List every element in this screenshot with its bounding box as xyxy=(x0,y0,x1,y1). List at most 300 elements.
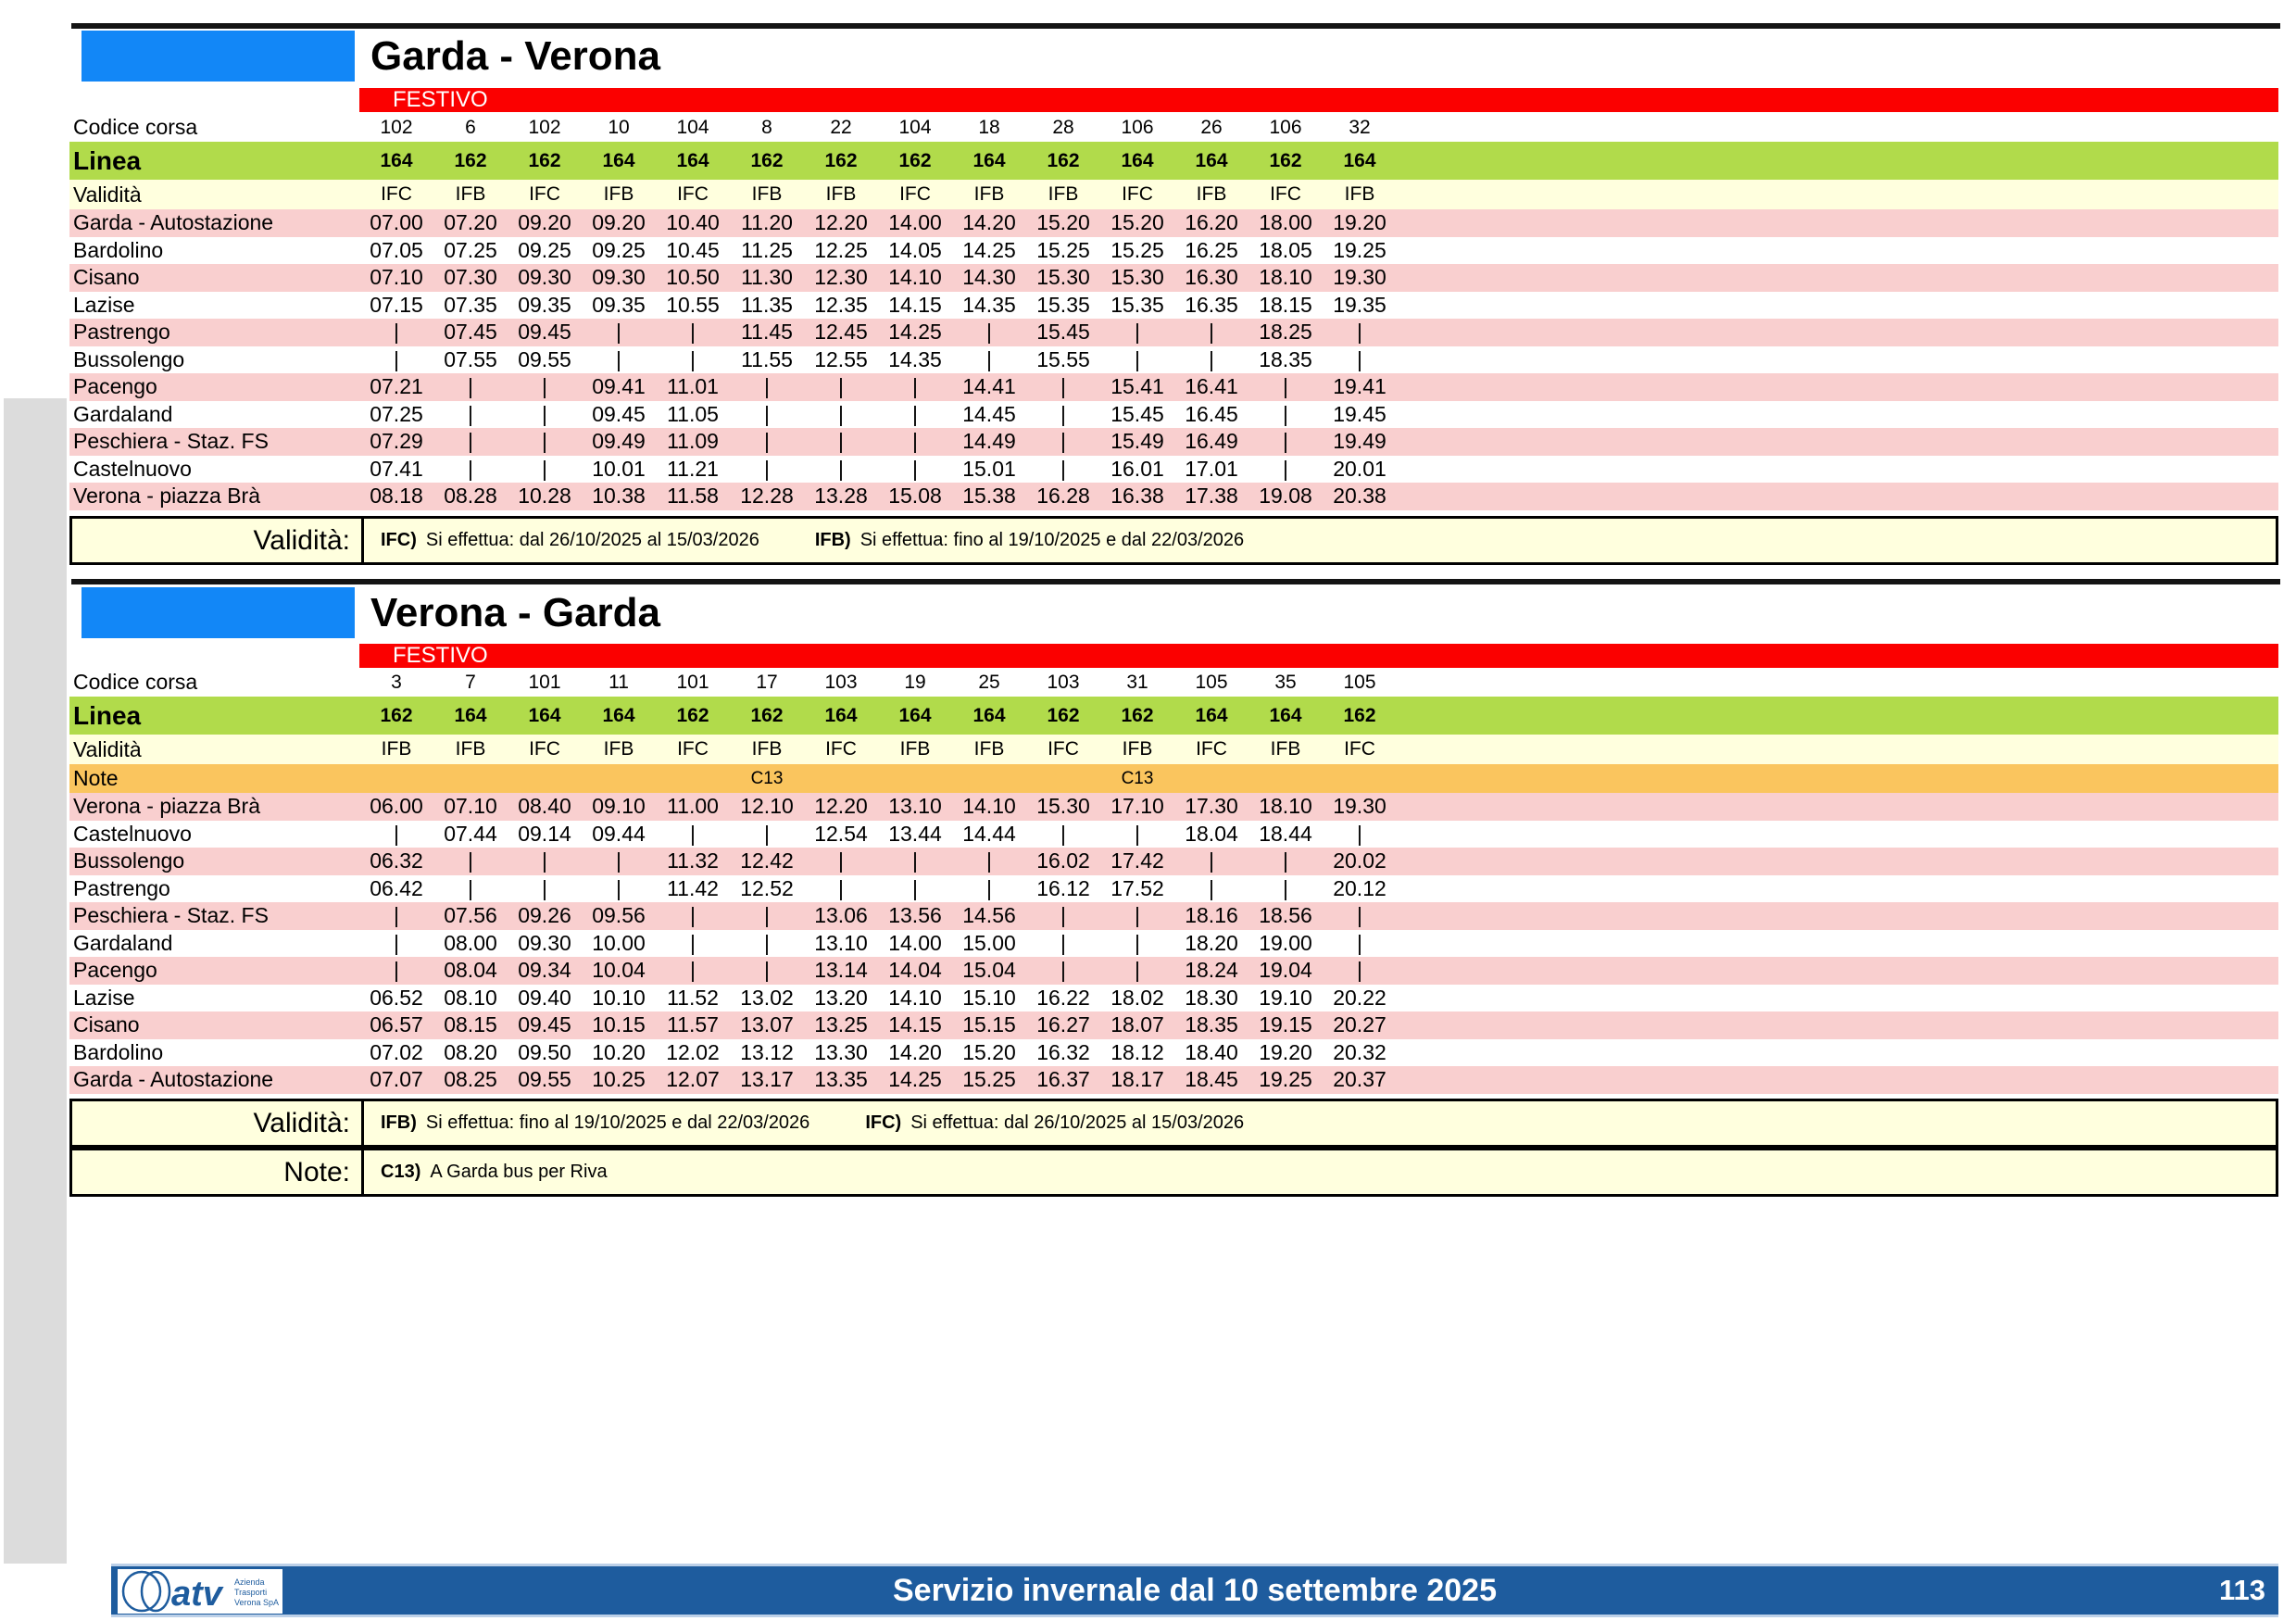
validita-cell: IFB xyxy=(899,738,931,760)
linea-cell: 164 xyxy=(1121,149,1154,171)
time-cell: 18.24 xyxy=(1185,958,1238,983)
validita-cell: IFB xyxy=(381,738,412,760)
linea-cell: 162 xyxy=(1047,149,1080,171)
linea-cell: 164 xyxy=(454,704,487,726)
atv-logo-subtext: Verona SpA xyxy=(234,1598,280,1607)
validita-cell: IFB xyxy=(1344,183,1375,205)
time-cell: 10.15 xyxy=(592,1012,646,1037)
time-cell: | xyxy=(764,456,770,481)
stop-name: Pacengo xyxy=(73,958,157,983)
time-cell: 17.01 xyxy=(1185,456,1238,481)
time-cell: 10.28 xyxy=(518,484,571,509)
stop-name: Lazise xyxy=(73,985,135,1010)
time-cell: 12.02 xyxy=(666,1039,720,1064)
codice-corsa-cell: 11 xyxy=(609,671,629,693)
codice-corsa-cell: 103 xyxy=(824,671,858,693)
time-cell: 13.25 xyxy=(814,1012,868,1037)
time-cell: 14.25 xyxy=(888,1067,942,1092)
table-0-stop-row xyxy=(69,456,2278,484)
time-cell: 18.35 xyxy=(1185,1012,1238,1037)
time-cell: 14.10 xyxy=(888,985,942,1010)
time-cell: 10.25 xyxy=(592,1067,646,1092)
time-cell: | xyxy=(1357,821,1362,846)
page-margin-strip xyxy=(4,398,67,1564)
codice-corsa-cell: 105 xyxy=(1343,671,1376,693)
note-cell xyxy=(1026,764,1100,793)
time-cell: 10.00 xyxy=(592,930,646,955)
time-cell: 15.25 xyxy=(1036,237,1090,262)
time-cell: | xyxy=(1357,320,1362,345)
time-cell: | xyxy=(1283,875,1288,900)
time-cell: 13.10 xyxy=(814,930,868,955)
time-cell: 09.35 xyxy=(518,292,571,317)
linea-cell: 164 xyxy=(380,149,413,171)
time-cell: 10.55 xyxy=(666,292,720,317)
validita-cell: IFB xyxy=(455,183,486,205)
linea-cell: 162 xyxy=(1047,704,1080,726)
time-cell: 09.40 xyxy=(518,985,571,1010)
info-entry xyxy=(381,1162,608,1183)
validita-cell: IFC xyxy=(529,738,560,760)
time-cell: 11.45 xyxy=(741,320,793,345)
time-cell: 07.55 xyxy=(444,346,497,371)
info-box-entries xyxy=(364,1101,2276,1145)
stop-name: Bardolino xyxy=(73,237,164,262)
time-cell: | xyxy=(912,401,918,426)
linea-cell: 162 xyxy=(676,704,709,726)
validita-cell: IFB xyxy=(603,183,634,205)
time-cell: 14.00 xyxy=(888,930,942,955)
time-cell: | xyxy=(1209,346,1214,371)
info-box-entries xyxy=(364,519,2276,562)
time-cell: 09.30 xyxy=(592,265,646,290)
table-0-info-box xyxy=(69,516,2278,565)
stop-name: Cisano xyxy=(73,265,140,290)
time-cell: 06.00 xyxy=(370,794,423,819)
validita-cell: IFB xyxy=(1048,183,1079,205)
linea-cell: 164 xyxy=(1343,149,1376,171)
stop-name: Peschiera - Staz. FS xyxy=(73,429,269,454)
time-cell: 18.56 xyxy=(1259,903,1312,928)
time-cell: 09.45 xyxy=(518,1012,571,1037)
time-cell: | xyxy=(1357,930,1362,955)
time-cell: 11.30 xyxy=(741,265,793,290)
codice-corsa-cell: 18 xyxy=(978,116,1000,138)
time-cell: 13.17 xyxy=(740,1067,794,1092)
time-cell: 16.25 xyxy=(1185,237,1238,262)
time-cell: 15.25 xyxy=(962,1067,1016,1092)
time-cell: 15.55 xyxy=(1036,346,1090,371)
time-cell: 16.01 xyxy=(1110,456,1164,481)
time-cell: 11.52 xyxy=(667,985,719,1010)
time-cell: 14.00 xyxy=(888,210,942,235)
table-0-stop-row xyxy=(69,428,2278,456)
info-entry-code: IFB) xyxy=(814,530,851,550)
time-cell: | xyxy=(468,374,473,399)
time-cell: 19.45 xyxy=(1333,401,1386,426)
table-1-stop-row xyxy=(69,1012,2278,1039)
time-cell: 10.04 xyxy=(592,958,646,983)
time-cell: | xyxy=(616,346,621,371)
table-1-stop-row xyxy=(69,957,2278,985)
time-cell: 18.10 xyxy=(1259,794,1312,819)
time-cell: | xyxy=(616,848,621,873)
stop-name: Bussolengo xyxy=(73,848,185,873)
linea-cell: 162 xyxy=(528,149,561,171)
time-cell: 20.22 xyxy=(1333,985,1386,1010)
table-1-title: Verona - Garda xyxy=(370,589,661,635)
time-cell: 09.49 xyxy=(592,429,646,454)
time-cell: 06.57 xyxy=(370,1012,423,1037)
table-0-stop-row xyxy=(69,319,2278,346)
validita-cell: IFC xyxy=(899,183,931,205)
validita-cell: IFC xyxy=(1344,738,1375,760)
time-cell: 07.10 xyxy=(444,794,497,819)
time-cell: 13.30 xyxy=(814,1039,868,1064)
time-cell: 10.20 xyxy=(592,1039,646,1064)
time-cell: 15.08 xyxy=(888,484,942,509)
atv-logo-text: atv xyxy=(171,1575,222,1614)
note-label: Note xyxy=(73,766,119,790)
time-cell: | xyxy=(1060,429,1066,454)
time-cell: 18.30 xyxy=(1185,985,1238,1010)
time-cell: | xyxy=(690,346,696,371)
stop-name: Garda - Autostazione xyxy=(73,1067,274,1092)
linea-cell: 164 xyxy=(1269,704,1302,726)
time-cell: 09.56 xyxy=(592,903,646,928)
time-cell: 20.37 xyxy=(1333,1067,1386,1092)
validita-cell: IFB xyxy=(1122,738,1153,760)
time-cell: 16.41 xyxy=(1185,374,1238,399)
time-cell: | xyxy=(394,346,399,371)
time-cell: 13.56 xyxy=(888,903,942,928)
time-cell: 15.01 xyxy=(962,456,1016,481)
time-cell: | xyxy=(838,875,844,900)
time-cell: 12.42 xyxy=(740,848,794,873)
time-cell: 15.30 xyxy=(1036,794,1090,819)
note-cell xyxy=(878,764,952,793)
table-0-stop-row xyxy=(69,292,2278,320)
codice-corsa-cell: 106 xyxy=(1121,116,1154,138)
time-cell: 08.28 xyxy=(444,484,497,509)
time-cell: 20.02 xyxy=(1333,848,1386,873)
time-cell: 19.15 xyxy=(1259,1012,1312,1037)
time-cell: 19.10 xyxy=(1259,985,1312,1010)
time-cell: | xyxy=(1135,903,1140,928)
table-1-validita-row xyxy=(69,735,2278,764)
note-cell xyxy=(582,764,656,793)
time-cell: 15.30 xyxy=(1110,265,1164,290)
time-cell: | xyxy=(1060,401,1066,426)
time-cell: 07.00 xyxy=(370,210,423,235)
table-1-festivo-banner: FESTIVO xyxy=(359,644,2278,668)
time-cell: 14.04 xyxy=(888,958,942,983)
stop-name: Lazise xyxy=(73,292,135,317)
time-cell: 09.55 xyxy=(518,1067,571,1092)
time-cell: 13.28 xyxy=(814,484,868,509)
time-cell: | xyxy=(542,374,547,399)
time-cell: 14.25 xyxy=(888,320,942,345)
time-cell: 20.12 xyxy=(1333,875,1386,900)
time-cell: 09.45 xyxy=(592,401,646,426)
time-cell: 09.35 xyxy=(592,292,646,317)
time-cell: 07.07 xyxy=(370,1067,423,1092)
table-0-stop-row xyxy=(69,401,2278,429)
time-cell: 11.35 xyxy=(741,292,793,317)
note-cell xyxy=(1174,764,1248,793)
table-0-codice-corsa-row xyxy=(69,113,2278,142)
time-cell: 09.26 xyxy=(518,903,571,928)
time-cell: 12.10 xyxy=(740,794,794,819)
table-0-route-color-box xyxy=(82,31,355,82)
time-cell: 07.02 xyxy=(370,1039,423,1064)
footer-bar xyxy=(111,1564,2278,1617)
time-cell: 20.01 xyxy=(1333,456,1386,481)
linea-cell: 164 xyxy=(1195,704,1228,726)
time-cell: 14.41 xyxy=(962,374,1016,399)
time-cell: 11.20 xyxy=(741,210,793,235)
linea-cell: 164 xyxy=(676,149,709,171)
info-entry-text: Si effettua: dal 26/10/2025 al 15/03/2026 xyxy=(425,530,759,550)
time-cell: 14.10 xyxy=(962,794,1016,819)
stop-name: Castelnuovo xyxy=(73,821,192,846)
validita-cell: IFB xyxy=(973,738,1005,760)
table-1-codice-corsa-row xyxy=(69,668,2278,697)
stop-name: Peschiera - Staz. FS xyxy=(73,903,269,928)
time-cell: 09.50 xyxy=(518,1039,571,1064)
table-1-linea-row xyxy=(69,697,2278,735)
info-entry-text: Si effettua: fino al 19/10/2025 e dal 22/03/2026 xyxy=(425,1112,810,1133)
time-cell: 16.49 xyxy=(1185,429,1238,454)
time-cell: 14.56 xyxy=(962,903,1016,928)
validita-cell: IFB xyxy=(603,738,634,760)
linea-cell: 162 xyxy=(1343,704,1376,726)
note-cell xyxy=(433,764,508,793)
linea-cell: 164 xyxy=(972,149,1006,171)
time-cell: 08.25 xyxy=(444,1067,497,1092)
time-cell: 08.04 xyxy=(444,958,497,983)
time-cell: 12.28 xyxy=(740,484,794,509)
time-cell: 10.45 xyxy=(666,237,720,262)
time-cell: | xyxy=(912,875,918,900)
linea-cell: 164 xyxy=(528,704,561,726)
time-cell: 11.55 xyxy=(741,346,793,371)
time-cell: 07.30 xyxy=(444,265,497,290)
time-cell: 13.44 xyxy=(888,821,942,846)
time-cell: 14.35 xyxy=(962,292,1016,317)
validita-cell: IFC xyxy=(1122,183,1153,205)
table-0-title: Garda - Verona xyxy=(370,32,661,79)
validita-cell: IFC xyxy=(1048,738,1079,760)
stop-name: Cisano xyxy=(73,1012,140,1037)
time-cell: | xyxy=(542,456,547,481)
time-cell: 13.07 xyxy=(740,1012,794,1037)
time-cell: | xyxy=(1357,903,1362,928)
linea-cell: 164 xyxy=(602,149,635,171)
validita-cell: IFC xyxy=(529,183,560,205)
time-cell: 15.30 xyxy=(1036,265,1090,290)
time-cell: 16.28 xyxy=(1036,484,1090,509)
time-cell: 16.35 xyxy=(1185,292,1238,317)
time-cell: 18.12 xyxy=(1110,1039,1164,1064)
info-entry-code: IFB) xyxy=(381,1112,417,1133)
time-cell: 19.20 xyxy=(1333,210,1386,235)
time-cell: 18.05 xyxy=(1259,237,1312,262)
time-cell: 18.44 xyxy=(1259,821,1312,846)
time-cell: 07.15 xyxy=(370,292,423,317)
time-cell: | xyxy=(690,958,696,983)
time-cell: 16.37 xyxy=(1036,1067,1090,1092)
codice-corsa-cell: 22 xyxy=(830,116,852,138)
table-0-stop-row xyxy=(69,373,2278,401)
time-cell: 07.25 xyxy=(370,401,423,426)
linea-cell: 162 xyxy=(750,149,784,171)
time-cell: 12.20 xyxy=(814,794,868,819)
info-box-entries xyxy=(364,1150,2276,1194)
validita-cell: IFB xyxy=(1196,183,1227,205)
time-cell: | xyxy=(394,930,399,955)
time-cell: 14.49 xyxy=(962,429,1016,454)
time-cell: 18.35 xyxy=(1259,346,1312,371)
page-number: 113 xyxy=(2218,1574,2265,1606)
stop-name: Bussolengo xyxy=(73,346,185,371)
note-cell xyxy=(952,764,1026,793)
time-cell: 11.42 xyxy=(667,875,719,900)
time-cell: 12.45 xyxy=(814,320,868,345)
time-cell: 12.07 xyxy=(666,1067,720,1092)
time-cell: | xyxy=(1060,958,1066,983)
time-cell: 10.40 xyxy=(666,210,720,235)
linea-cell: 164 xyxy=(972,704,1006,726)
time-cell: 09.30 xyxy=(518,265,571,290)
time-cell: 14.05 xyxy=(888,237,942,262)
time-cell: 18.16 xyxy=(1185,903,1238,928)
table-0-stop-row xyxy=(69,237,2278,265)
time-cell: 11.25 xyxy=(741,237,793,262)
linea-cell: 164 xyxy=(602,704,635,726)
codice-corsa-cell: 8 xyxy=(761,116,772,138)
time-cell: 09.41 xyxy=(592,374,646,399)
time-cell: | xyxy=(1135,930,1140,955)
time-cell: | xyxy=(764,903,770,928)
time-cell: | xyxy=(912,456,918,481)
time-cell: 09.30 xyxy=(518,930,571,955)
time-cell: 07.45 xyxy=(444,320,497,345)
time-cell: | xyxy=(1135,320,1140,345)
time-cell: 20.32 xyxy=(1333,1039,1386,1064)
codice-corsa-cell: 31 xyxy=(1126,671,1148,693)
validita-label: Validità xyxy=(73,736,142,761)
stop-name: Pacengo xyxy=(73,374,157,399)
linea-label: Linea xyxy=(73,700,142,730)
codice-corsa-cell: 103 xyxy=(1047,671,1080,693)
time-cell: 15.49 xyxy=(1110,429,1164,454)
validita-cell: IFB xyxy=(751,183,783,205)
time-cell: 12.35 xyxy=(814,292,868,317)
stop-name: Bardolino xyxy=(73,1039,164,1064)
time-cell: | xyxy=(1135,346,1140,371)
time-cell: 16.38 xyxy=(1110,484,1164,509)
stop-name: Garda - Autostazione xyxy=(73,210,274,235)
time-cell: 18.45 xyxy=(1185,1067,1238,1092)
time-cell: 13.20 xyxy=(814,985,868,1010)
time-cell: 15.41 xyxy=(1110,374,1164,399)
time-cell: | xyxy=(394,903,399,928)
time-cell: 18.20 xyxy=(1185,930,1238,955)
note-cell: C13 xyxy=(750,768,784,788)
time-cell: 06.52 xyxy=(370,985,423,1010)
time-cell: 14.45 xyxy=(962,401,1016,426)
time-cell: 16.02 xyxy=(1036,848,1090,873)
time-cell: 16.45 xyxy=(1185,401,1238,426)
time-cell: 07.56 xyxy=(444,903,497,928)
time-cell: 06.42 xyxy=(370,875,423,900)
time-cell: 18.17 xyxy=(1110,1067,1164,1092)
validita-cell: IFC xyxy=(1270,183,1301,205)
info-entry xyxy=(865,1112,1244,1134)
time-cell: 11.01 xyxy=(667,374,719,399)
time-cell: 12.20 xyxy=(814,210,868,235)
time-cell: 15.20 xyxy=(962,1039,1016,1064)
time-cell: 16.22 xyxy=(1036,985,1090,1010)
time-cell: 13.12 xyxy=(740,1039,794,1064)
validita-cell: IFC xyxy=(677,738,709,760)
time-cell: 09.10 xyxy=(592,794,646,819)
table-0-stop-row xyxy=(69,483,2278,510)
table-1-info-box xyxy=(69,1099,2278,1148)
table-0-stop-row xyxy=(69,209,2278,237)
time-cell: | xyxy=(986,875,992,900)
stop-name: Gardaland xyxy=(73,930,173,955)
codice-corsa-cell: 105 xyxy=(1195,671,1228,693)
time-cell: 15.35 xyxy=(1110,292,1164,317)
time-cell: 20.27 xyxy=(1333,1012,1386,1037)
time-cell: | xyxy=(1357,346,1362,371)
time-cell: | xyxy=(468,875,473,900)
time-cell: | xyxy=(468,456,473,481)
validita-cell: IFB xyxy=(1270,738,1301,760)
table-1-stop-row xyxy=(69,1039,2278,1067)
time-cell: 19.35 xyxy=(1333,292,1386,317)
time-cell: | xyxy=(986,848,992,873)
stop-name: Pastrengo xyxy=(73,320,170,345)
info-entry-text: Si effettua: dal 26/10/2025 al 15/03/2026 xyxy=(910,1112,1245,1133)
linea-cell: 164 xyxy=(1195,149,1228,171)
linea-cell: 162 xyxy=(380,704,413,726)
time-cell: 15.04 xyxy=(962,958,1016,983)
time-cell: 18.00 xyxy=(1259,210,1312,235)
linea-cell: 162 xyxy=(454,149,487,171)
time-cell: | xyxy=(394,320,399,345)
time-cell: 09.20 xyxy=(518,210,571,235)
time-cell: 08.18 xyxy=(370,484,423,509)
table-1-stop-row xyxy=(69,902,2278,930)
time-cell: 07.25 xyxy=(444,237,497,262)
codice-corsa-cell: 7 xyxy=(465,671,476,693)
time-cell: 07.20 xyxy=(444,210,497,235)
time-cell: 15.20 xyxy=(1110,210,1164,235)
time-cell: | xyxy=(1060,930,1066,955)
time-cell: 13.35 xyxy=(814,1067,868,1092)
time-cell: | xyxy=(542,429,547,454)
table-1-info-box xyxy=(69,1148,2278,1197)
codice-corsa-cell: 102 xyxy=(380,116,413,138)
stop-name: Gardaland xyxy=(73,401,173,426)
linea-cell: 162 xyxy=(750,704,784,726)
time-cell: | xyxy=(912,429,918,454)
time-cell: 11.58 xyxy=(667,484,719,509)
table-1-topline xyxy=(71,579,2280,584)
